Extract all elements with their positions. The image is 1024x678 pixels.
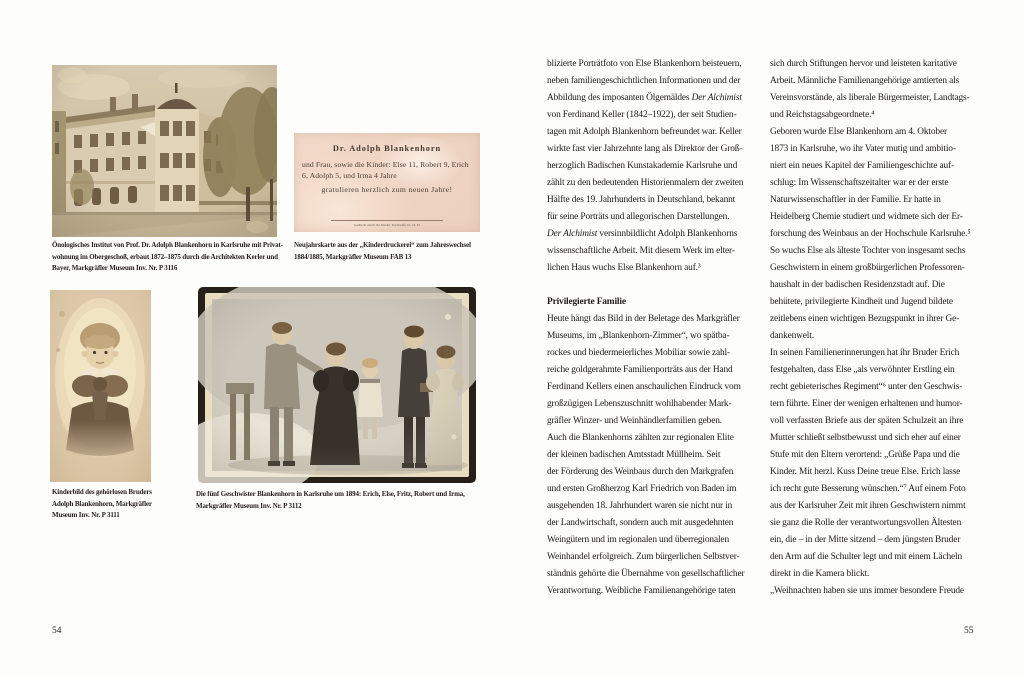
- new-year-card: [294, 133, 480, 232]
- institute-caption: [52, 240, 292, 275]
- text-line: behütete, privilegierte Kindheit und Jugend bildete: [770, 297, 953, 307]
- text-line: der kleinen badischen Amtsstadt Müllheim. Seit: [547, 450, 721, 460]
- text-line: Bayer, Markgräfler Museum Inv. Nr. P 3116: [52, 264, 178, 273]
- text-line: der Landwirtschaft, sondern auch mit ausgedehnten: [547, 518, 734, 528]
- text-line: „Weihnachten haben sie uns immer besondere Freude: [770, 586, 964, 596]
- text-line: Museum Inv. Nr. P 3111: [52, 511, 120, 520]
- text-line: von Ferdinand Keller (1842–1922), der seit Studien-: [547, 110, 737, 120]
- text-line: Arbeit. Männliche Familienangehörige amtierten als: [770, 76, 960, 86]
- text-line: neben familiengeschichtlichen Informationen und der: [547, 76, 741, 86]
- text-line: Heidelberg Chemie studiert und widmete sich der Er-: [770, 212, 963, 222]
- card-text-line: und Frau, sowie die Kinder: Else 11, Robert 9, Erich: [302, 160, 469, 169]
- text-line: tern führte. Einer der wenigen erhaltenen und humor-: [770, 399, 963, 409]
- text-line: reiche goldgerahmte Familienporträts aus der Hand: [547, 365, 733, 375]
- text-line: Museums, im „Blankenhorn-Zimmer“, wo spätba-: [547, 331, 730, 341]
- card-heading: Dr. Adolph Blankenhorn: [332, 144, 442, 153]
- siblings-photo: [198, 287, 476, 483]
- text-line: Geschwistern in einem großbürgerlichen Professoren-: [770, 263, 965, 273]
- body-text-column-1: [547, 56, 761, 600]
- text-line: zeitlebens einen wichtigen Bezugspunkt in ihrer Ge-: [770, 314, 960, 324]
- text-line: Auch die Blankenhorns zählten zur regionalen Elite: [547, 433, 734, 443]
- text-line: Abbildung des imposanten Ölgemäldes Der Alchimist: [547, 93, 742, 103]
- text-line: 1884/1885, Markgräfler Museum FAB 13: [294, 252, 412, 261]
- text-line: für seine Porträts und allegorischen Darstellungen.: [547, 212, 730, 222]
- text-line: wohnung im Obergeschoß, erbaut 1872–1875 durch die Architekten Kerler und: [52, 252, 278, 261]
- child-portrait-illustration: [50, 290, 151, 482]
- text-line: der Förderung des Weinbaus durch den Markgrafen: [547, 467, 734, 477]
- child-portrait-caption: [52, 487, 212, 522]
- child-portrait-photo: [50, 290, 151, 482]
- text-line: Kinderbild des gehörlosen Bruders: [52, 488, 152, 496]
- text-line: Adolph Blankenhorn, Markgräfler: [52, 499, 152, 508]
- text-line: 1873 in Karlsruhe, wo ihr Vater mutig und ambitio-: [770, 144, 956, 154]
- text-line: wissenschaftliche Arbeit. Mit diesem Werk im elter-: [547, 246, 735, 256]
- text-line: sie ganz die Rolle der verantwortungsvollen Ältesten: [770, 518, 962, 528]
- page-number-right: 55: [964, 626, 974, 636]
- text-line: schlug: Im Wissenschaftszeitalter war er der erste: [770, 178, 949, 188]
- text-line: rockes und biedermeierliches Mobiliar sowie zahl-: [547, 348, 730, 358]
- text-line: lichen Haus wuchs Else Blankenhorn auf.³: [547, 263, 701, 273]
- text-line: Önologisches Institut von Prof. Dr. Adolph Blankenhorn in Karlsruhe mit Privat-: [52, 241, 283, 249]
- institute-photo: [52, 65, 277, 237]
- text-line: Weingütern und im regionalen und überregionalen: [547, 535, 729, 545]
- text-line: recht gebieterisches Regiment“⁶ unter den Geschwis-: [770, 382, 963, 392]
- text-line: Kinder. Mit herzl. Kuss Deine treue Else. Erich lasse: [770, 467, 961, 477]
- text-line: haushalt in der badischen Residenzstadt auf. Die: [770, 280, 945, 290]
- text-line: festgehalten, dass Else „als verwöhnter Erstling ein: [770, 365, 955, 375]
- text-line: ständnis gehörte die Übernahme von gesellschaftlicher: [547, 569, 745, 579]
- text-line: Verantwortung. Weibliche Familienangehörige taten: [547, 586, 736, 596]
- text-line: sich durch Stiftungen hervor und leisteten karitative: [770, 59, 957, 69]
- text-line: großzügigen Lebenszuschnitt wohlhabender Mark-: [547, 399, 732, 409]
- text-line: So wuchs Else als älteste Tochter von insgesamt sechs: [770, 246, 966, 256]
- text-line: ich recht gute Besserung wünschen.“⁷ Auf einem Foto: [770, 484, 966, 494]
- text-line: voll verfassten Briefe aus der späten Schulzeit an ihre: [770, 416, 964, 426]
- text-line: Geboren wurde Else Blankenhorn am 4. Oktober: [770, 127, 947, 137]
- text-line: Neujahrskarte aus der „Kinderdruckerei“ zum Jahreswechsel: [294, 241, 471, 249]
- text-line: blizierte Porträtfoto von Else Blankenhorn beisteuern,: [547, 59, 742, 69]
- text-line: herzoglich Badischen Kunstakademie Karlsruhe und: [547, 161, 738, 171]
- new-year-card-caption: [294, 240, 490, 263]
- text-line: wirkte fast vier Jahrzehnte lang als Direktor der Groß-: [547, 144, 743, 154]
- text-line: direkt in die Kamera blickt.: [770, 569, 870, 579]
- text-line: gräfler Winzer- und Weinhändlerfamilien geben.: [547, 416, 722, 426]
- text-line: niert ein neues Kapitel der Familiengeschichte auf-: [770, 161, 954, 171]
- card-text-line: 6, Adolph 5, und Irma 4 Jahre: [302, 171, 397, 180]
- text-line: Mutter schließt selbstbewusst und sich eher auf einer: [770, 433, 961, 443]
- text-line: den Arm auf die Schulter legt und mit einem Lächeln: [770, 552, 963, 562]
- siblings-caption: [196, 489, 496, 512]
- text-line: forschung des Weinbaus an der Hochschule Karlsruhe.⁵: [770, 229, 971, 239]
- text-line: In seinen Familienerinnerungen hat ihr Bruder Erich: [770, 348, 960, 358]
- text-line: ein, die – in der Mitte sitzend – dem jüngsten Bruder: [770, 535, 961, 545]
- text-line: und ersten Großherzog Karl Friedrich von Baden im: [547, 484, 737, 494]
- building-photo-illustration: [52, 65, 277, 237]
- text-line: Naturwissenschaftler in der Familie. Er hatte in: [770, 195, 941, 205]
- text-line: Heute hängt das Bild in der Beletage des Markgräfler: [547, 314, 740, 324]
- text-line: dankenwelt.: [770, 331, 814, 341]
- text-line: zählt zu den bedeutenden Historienmalern der zweiten: [547, 178, 744, 188]
- page-number-left: 54: [52, 626, 62, 636]
- card-small-print: Gedruckt durch die Kinder. Karlstraße 10, 19, 81: [331, 220, 443, 227]
- text-line: [547, 277, 761, 294]
- body-text-column-2: [770, 56, 984, 600]
- text-line: Weinhandel erfolgreich. Zum bürgerlichen Selbstver-: [547, 552, 740, 562]
- text-line: Vereinsvorstände, als liberale Bürgermeister, Landtags-: [770, 93, 970, 103]
- text-line: tagen mit Adolph Blankenhorn befreundet war. Keller: [547, 127, 742, 137]
- text-line: Stufe mit den Eltern verortend: „Grüße Papa und die: [770, 450, 960, 460]
- text-line: Markgräfler Museum Inv. Nr. P 3112: [196, 501, 302, 510]
- text-line: Ferdinand Kellers einen anschaulichen Eindruck vom: [547, 382, 741, 392]
- text-line: und Reichstagsabgeordnete.⁴: [770, 110, 875, 120]
- text-line: Privilegierte Familie: [547, 297, 626, 307]
- text-line: aus der Karlsruher Zeit mit ihren Geschwistern nimmt: [770, 501, 966, 511]
- siblings-photo-illustration: [198, 287, 476, 483]
- text-line: ausgehenden 18. Jahrhundert waren sie nicht nur in: [547, 501, 733, 511]
- text-line: Der Alchimist versinnbildlicht Adolph Blankenhorns: [547, 229, 738, 239]
- card-text-line: gratulieren herzlich zum neuen Jahre!: [321, 185, 453, 194]
- text-line: Die fünf Geschwister Blankenhorn in Karlsruhe um 1894: Erich, Else, Fritz, Robert und Irma,: [196, 490, 465, 498]
- text-line: Hälfte des 19. Jahrhunderts in Deutschland, bekannt: [547, 195, 736, 205]
